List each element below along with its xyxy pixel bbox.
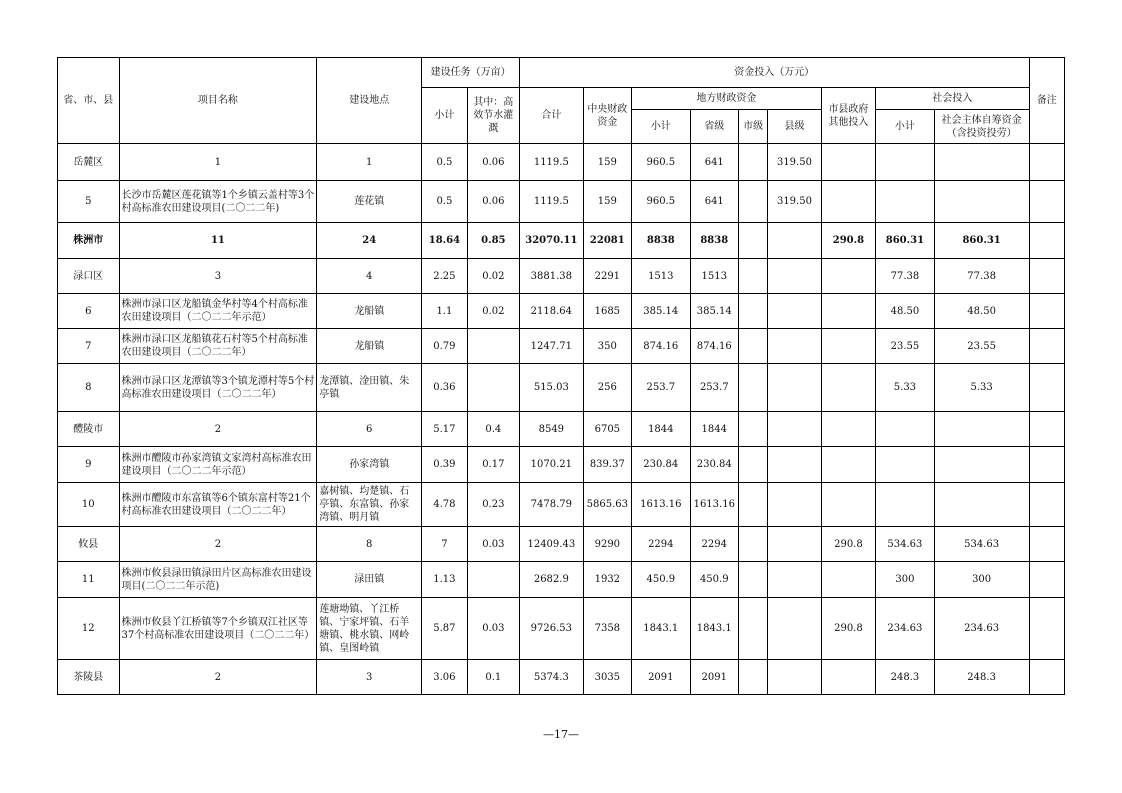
cell-county (768, 483, 821, 527)
cell-remark (1029, 527, 1064, 562)
header-remarks: 备注 (1029, 58, 1064, 144)
cell-total: 3881.38 (520, 259, 584, 294)
cell-total: 1070.21 (520, 447, 584, 483)
cell-place: 渌田镇 (317, 562, 422, 598)
cell-total: 2118.64 (520, 294, 584, 329)
cell-soc-sub: 534.63 (876, 527, 935, 562)
cell-name: 11 (119, 223, 317, 259)
cell-remark (1029, 660, 1064, 695)
cell-prov: 1513 (690, 259, 738, 294)
cell-name: 2 (119, 660, 317, 695)
cell-total: 515.03 (520, 364, 584, 412)
cell-region: 5 (58, 181, 120, 223)
cell-name: 株洲市渌口区龙船镇金华村等4个村高标准农田建设项目（二〇二二年示范） (119, 294, 317, 329)
cell-name: 株洲市醴陵市东富镇等6个镇东富村等21个村高标准农田建设项目（二〇二二年） (119, 483, 317, 527)
cell-name: 株洲市醴陵市孙家湾镇文家湾村高标准农田建设项目（二〇二二年示范） (119, 447, 317, 483)
cell-prov: 385.14 (690, 294, 738, 329)
cell-prov: 2091 (690, 660, 738, 695)
cell-area: 5.87 (422, 598, 467, 660)
table-row (58, 144, 1065, 181)
cell-local-sub: 960.5 (632, 144, 691, 181)
table-body (58, 144, 1065, 695)
cell-region: 6 (58, 294, 120, 329)
cell-eff: 0.06 (467, 181, 519, 223)
cell-soc-self: 248.3 (934, 660, 1029, 695)
cell-local-sub: 2294 (632, 527, 691, 562)
cell-prov: 253.7 (690, 364, 738, 412)
header-social-subtotal: 小计 (876, 110, 935, 144)
cell-remark (1029, 223, 1064, 259)
cell-region: 株洲市 (58, 223, 120, 259)
cell-county (768, 562, 821, 598)
header-social: 社会投入 (876, 88, 1029, 110)
cell-prov: 641 (690, 181, 738, 223)
cell-city (738, 259, 767, 294)
cell-total: 5374.3 (520, 660, 584, 695)
cell-remark (1029, 447, 1064, 483)
table-row (58, 412, 1065, 447)
cell-city (738, 181, 767, 223)
cell-central: 1685 (583, 294, 631, 329)
table-row (58, 598, 1065, 660)
cell-central: 9290 (583, 527, 631, 562)
table-row (58, 660, 1065, 695)
cell-soc-sub: 77.38 (876, 259, 935, 294)
cell-eff: 0.03 (467, 598, 519, 660)
cell-city (738, 562, 767, 598)
cell-region: 茶陵县 (58, 660, 120, 695)
cell-eff (467, 562, 519, 598)
header-funds-total: 合计 (520, 88, 584, 144)
cell-soc-sub: 5.33 (876, 364, 935, 412)
cell-central: 3035 (583, 660, 631, 695)
cell-prov: 1613.16 (690, 483, 738, 527)
cell-other (821, 294, 875, 329)
cell-city (738, 483, 767, 527)
cell-other: 290.8 (821, 598, 875, 660)
cell-area: 0.79 (422, 329, 467, 364)
cell-place: 孙家湾镇 (317, 447, 422, 483)
cell-county (768, 329, 821, 364)
table-row (58, 447, 1065, 483)
table-row (58, 562, 1065, 598)
cell-city (738, 527, 767, 562)
cell-city (738, 598, 767, 660)
cell-county (768, 294, 821, 329)
cell-prov: 874.16 (690, 329, 738, 364)
cell-place: 龙潭镇、淦田镇、朱亭镇 (317, 364, 422, 412)
cell-soc-self: 860.31 (934, 223, 1029, 259)
cell-soc-sub (876, 144, 935, 181)
header-county: 县级 (768, 110, 821, 144)
cell-soc-sub (876, 447, 935, 483)
cell-eff (467, 364, 519, 412)
cell-county (768, 598, 821, 660)
cell-soc-self: 534.63 (934, 527, 1029, 562)
cell-other (821, 447, 875, 483)
cell-soc-self: 5.33 (934, 364, 1029, 412)
cell-county (768, 223, 821, 259)
cell-county: 319.50 (768, 144, 821, 181)
cell-eff: 0.03 (467, 527, 519, 562)
cell-eff: 0.1 (467, 660, 519, 695)
cell-area: 4.78 (422, 483, 467, 527)
cell-local-sub: 2091 (632, 660, 691, 695)
cell-total: 1247.71 (520, 329, 584, 364)
cell-name: 株洲市攸县丫江桥镇等7个乡镇双江社区等37个村高标准农田建设项目（二〇二二年） (119, 598, 317, 660)
cell-prov: 230.84 (690, 447, 738, 483)
cell-soc-sub: 23.55 (876, 329, 935, 364)
cell-county: 319.50 (768, 181, 821, 223)
header-task: 建设任务（万亩） (422, 58, 520, 88)
cell-eff: 0.02 (467, 294, 519, 329)
cell-other (821, 181, 875, 223)
cell-total: 32070.11 (520, 223, 584, 259)
cell-soc-self (934, 144, 1029, 181)
header-task-subtotal: 小计 (422, 88, 467, 144)
cell-eff: 0.23 (467, 483, 519, 527)
header-local-subtotal: 小计 (632, 110, 691, 144)
cell-area: 0.5 (422, 181, 467, 223)
cell-soc-self: 48.50 (934, 294, 1029, 329)
cell-total: 12409.43 (520, 527, 584, 562)
cell-region: 11 (58, 562, 120, 598)
cell-soc-self (934, 181, 1029, 223)
table-row (58, 294, 1065, 329)
cell-county (768, 364, 821, 412)
table-header (58, 58, 1065, 144)
cell-place: 莲花镇 (317, 181, 422, 223)
cell-other (821, 483, 875, 527)
cell-local-sub: 385.14 (632, 294, 691, 329)
cell-place: 龙船镇 (317, 329, 422, 364)
cell-area: 0.36 (422, 364, 467, 412)
cell-county (768, 259, 821, 294)
cell-soc-sub (876, 483, 935, 527)
cell-remark (1029, 364, 1064, 412)
cell-central: 7358 (583, 598, 631, 660)
cell-place: 6 (317, 412, 422, 447)
cell-remark (1029, 181, 1064, 223)
cell-region: 渌口区 (58, 259, 120, 294)
cell-other (821, 144, 875, 181)
cell-county (768, 447, 821, 483)
cell-other (821, 259, 875, 294)
cell-soc-self: 300 (934, 562, 1029, 598)
cell-total: 9726.53 (520, 598, 584, 660)
cell-soc-self: 234.63 (934, 598, 1029, 660)
cell-region: 攸县 (58, 527, 120, 562)
cell-central: 159 (583, 144, 631, 181)
cell-city (738, 364, 767, 412)
cell-name: 株洲市渌口区龙船镇花石村等5个村高标准农田建设项目（二〇二二年） (119, 329, 317, 364)
cell-soc-self: 23.55 (934, 329, 1029, 364)
cell-soc-sub: 248.3 (876, 660, 935, 695)
cell-total: 1119.5 (520, 144, 584, 181)
header-location: 建设地点 (317, 58, 422, 144)
cell-soc-sub: 860.31 (876, 223, 935, 259)
cell-city (738, 223, 767, 259)
table-row (58, 223, 1065, 259)
cell-other (821, 660, 875, 695)
cell-eff (467, 329, 519, 364)
cell-name: 2 (119, 527, 317, 562)
cell-region: 10 (58, 483, 120, 527)
cell-name: 2 (119, 412, 317, 447)
cell-city (738, 144, 767, 181)
cell-region: 7 (58, 329, 120, 364)
cell-area: 0.39 (422, 447, 467, 483)
cell-central: 6705 (583, 412, 631, 447)
cell-city (738, 660, 767, 695)
cell-remark (1029, 329, 1064, 364)
cell-place: 4 (317, 259, 422, 294)
cell-local-sub: 1513 (632, 259, 691, 294)
cell-area: 7 (422, 527, 467, 562)
cell-city (738, 329, 767, 364)
cell-remark (1029, 483, 1064, 527)
cell-total: 8549 (520, 412, 584, 447)
cell-local-sub: 1843.1 (632, 598, 691, 660)
cell-central: 839.37 (583, 447, 631, 483)
header-region: 省、市、县 (58, 58, 120, 144)
cell-soc-self: 77.38 (934, 259, 1029, 294)
cell-remark (1029, 294, 1064, 329)
cell-eff: 0.06 (467, 144, 519, 181)
header-social-self: 社会主体自筹资金（含投资投劳） (934, 110, 1029, 144)
cell-total: 7478.79 (520, 483, 584, 527)
cell-region: 醴陵市 (58, 412, 120, 447)
cell-soc-sub (876, 181, 935, 223)
cell-total: 2682.9 (520, 562, 584, 598)
cell-name: 3 (119, 259, 317, 294)
header-funds: 资金投入（万元） (520, 58, 1030, 88)
cell-remark (1029, 562, 1064, 598)
cell-place: 1 (317, 144, 422, 181)
table-row (58, 181, 1065, 223)
cell-area: 1.1 (422, 294, 467, 329)
cell-eff: 0.17 (467, 447, 519, 483)
cell-county (768, 527, 821, 562)
header-city-county-other: 市县政府其他投入 (821, 88, 875, 144)
table-row (58, 364, 1065, 412)
cell-city (738, 294, 767, 329)
cell-prov: 641 (690, 144, 738, 181)
cell-prov: 2294 (690, 527, 738, 562)
cell-local-sub: 450.9 (632, 562, 691, 598)
cell-county (768, 412, 821, 447)
cell-local-sub: 253.7 (632, 364, 691, 412)
header-project-name: 项目名称 (119, 58, 317, 144)
cell-other: 290.8 (821, 223, 875, 259)
cell-city (738, 447, 767, 483)
cell-place: 龙船镇 (317, 294, 422, 329)
cell-name: 株洲市攸县渌田镇渌田片区高标准农田建设项目(二〇二二年示范) (119, 562, 317, 598)
cell-other: 290.8 (821, 527, 875, 562)
cell-area: 3.06 (422, 660, 467, 695)
cell-place: 莲塘坳镇、丫江桥镇、宁家坪镇、石羊塘镇、桃水镇、网岭镇、皇图岭镇 (317, 598, 422, 660)
table-row (58, 527, 1065, 562)
header-task-efficient: 其中：高效节水灌溉 (467, 88, 519, 144)
cell-eff: 0.02 (467, 259, 519, 294)
header-provincial: 省级 (690, 110, 738, 144)
cell-area: 18.64 (422, 223, 467, 259)
cell-prov: 8838 (690, 223, 738, 259)
cell-region: 8 (58, 364, 120, 412)
cell-soc-self (934, 412, 1029, 447)
cell-remark (1029, 259, 1064, 294)
cell-area: 2.25 (422, 259, 467, 294)
cell-area: 1.13 (422, 562, 467, 598)
cell-central: 2291 (583, 259, 631, 294)
cell-other (821, 412, 875, 447)
cell-other (821, 364, 875, 412)
table-row (58, 483, 1065, 527)
cell-central: 22081 (583, 223, 631, 259)
cell-local-sub: 1844 (632, 412, 691, 447)
cell-central: 5865.63 (583, 483, 631, 527)
funding-table (57, 57, 1065, 695)
cell-region: 12 (58, 598, 120, 660)
cell-central: 159 (583, 181, 631, 223)
cell-prov: 450.9 (690, 562, 738, 598)
cell-place: 8 (317, 527, 422, 562)
cell-central: 350 (583, 329, 631, 364)
cell-eff: 0.85 (467, 223, 519, 259)
cell-soc-sub: 234.63 (876, 598, 935, 660)
header-local: 地方财政资金 (632, 88, 822, 110)
cell-local-sub: 230.84 (632, 447, 691, 483)
cell-soc-sub: 48.50 (876, 294, 935, 329)
table-row (58, 259, 1065, 294)
cell-prov: 1844 (690, 412, 738, 447)
cell-other (821, 329, 875, 364)
cell-eff: 0.4 (467, 412, 519, 447)
cell-name: 株洲市渌口区龙潭镇等3个镇龙潭村等5个村高标准农田建设项目（二〇二二年） (119, 364, 317, 412)
cell-remark (1029, 598, 1064, 660)
cell-name: 1 (119, 144, 317, 181)
cell-local-sub: 1613.16 (632, 483, 691, 527)
cell-place: 24 (317, 223, 422, 259)
cell-region: 9 (58, 447, 120, 483)
cell-area: 5.17 (422, 412, 467, 447)
cell-soc-self (934, 483, 1029, 527)
cell-local-sub: 874.16 (632, 329, 691, 364)
page-number: —17— (543, 728, 579, 741)
cell-county (768, 660, 821, 695)
cell-remark (1029, 144, 1064, 181)
cell-prov: 1843.1 (690, 598, 738, 660)
cell-total: 1119.5 (520, 181, 584, 223)
cell-city (738, 412, 767, 447)
cell-place: 3 (317, 660, 422, 695)
cell-soc-sub: 300 (876, 562, 935, 598)
cell-area: 0.5 (422, 144, 467, 181)
cell-remark (1029, 412, 1064, 447)
cell-local-sub: 960.5 (632, 181, 691, 223)
cell-local-sub: 8838 (632, 223, 691, 259)
table-row (58, 329, 1065, 364)
cell-central: 256 (583, 364, 631, 412)
cell-region: 岳麓区 (58, 144, 120, 181)
cell-name: 长沙市岳麓区莲花镇等1个乡镇云盖村等3个村高标准农田建设项目(二〇二二年) (119, 181, 317, 223)
cell-soc-self (934, 447, 1029, 483)
cell-central: 1932 (583, 562, 631, 598)
cell-other (821, 562, 875, 598)
header-city: 市级 (738, 110, 767, 144)
cell-place: 嘉树镇、均楚镇、石亭镇、东富镇、孙家湾镇、明月镇 (317, 483, 422, 527)
cell-soc-sub (876, 412, 935, 447)
header-central: 中央财政资金 (583, 88, 631, 144)
